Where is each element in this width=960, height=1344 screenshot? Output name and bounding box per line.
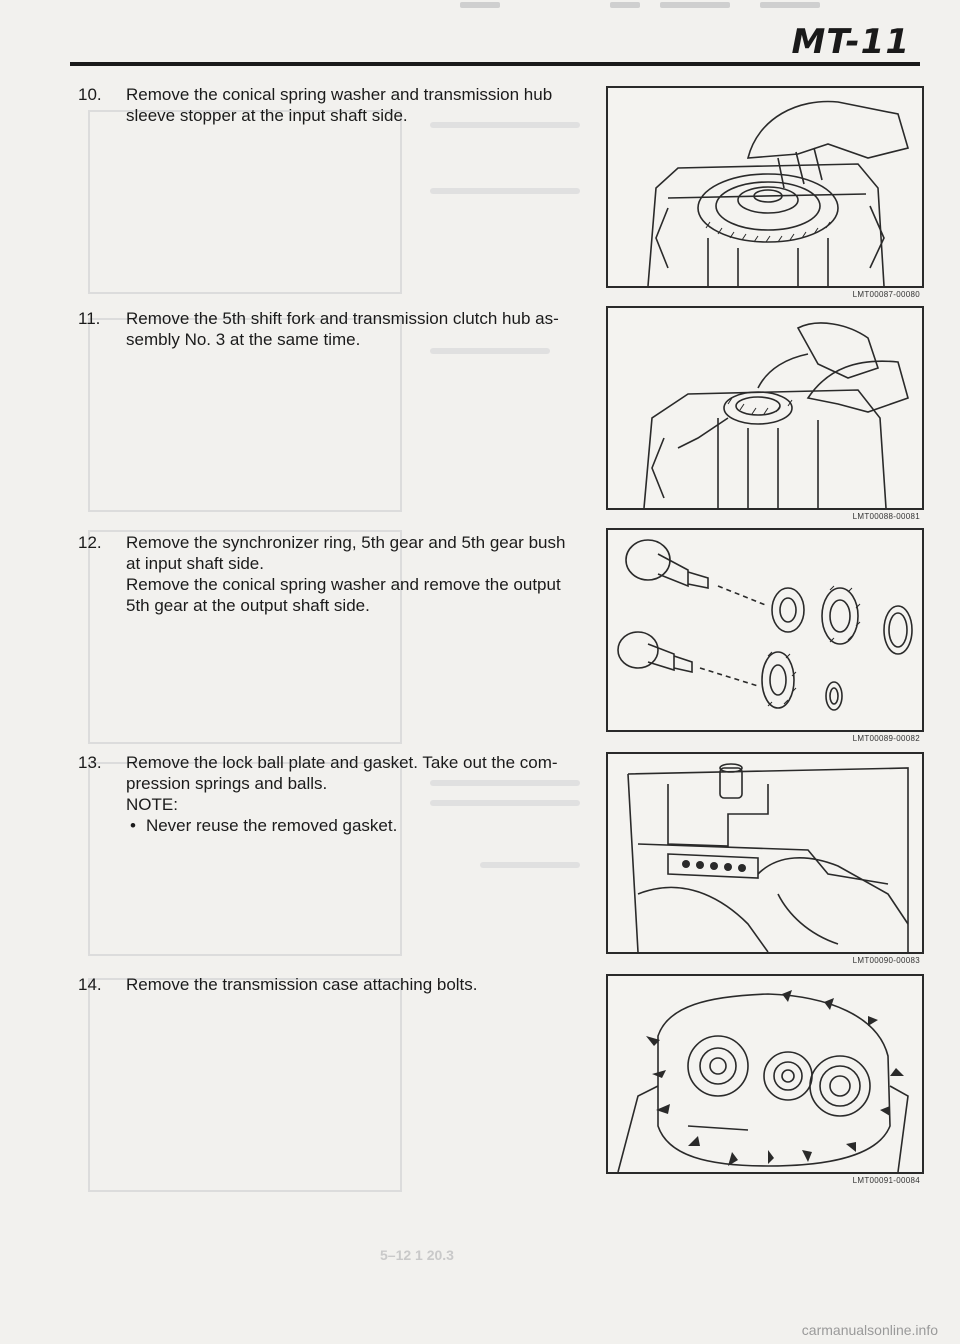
figure-1-hub-sleeve-stopper [606, 86, 924, 288]
page-code: MT-11 [791, 22, 910, 62]
transmission-illustration [608, 308, 922, 508]
step-text-line: pression springs and balls. [126, 774, 328, 793]
note-item: • Never reuse the removed gasket. [126, 815, 558, 836]
step-text-line: Remove the synchronizer ring, 5th gear and 5th gear bush [126, 533, 566, 552]
gear-parts-illustration [608, 530, 922, 730]
bleed-through-footer: 5–12 1 20.3 [380, 1247, 454, 1263]
step-number: 10. [78, 85, 102, 104]
transmission-illustration [608, 88, 922, 286]
step-text-line: Remove the conical spring washer and remove the output [126, 575, 561, 594]
figure-2-shift-fork [606, 306, 924, 510]
step-text-line: Remove the 5th shift fork and transmission clutch hub as- [126, 309, 559, 328]
figure-code: LMT00090-00083 [852, 956, 920, 965]
transmission-case-illustration [608, 976, 922, 1172]
figure-code: LMT00091-00084 [852, 1176, 920, 1185]
note-label: NOTE: [126, 795, 178, 814]
figure-code: LMT00087-00080 [852, 290, 920, 299]
figure-code: LMT00088-00081 [852, 512, 920, 521]
step-text-line: Remove the lock ball plate and gasket. Take out the com- [126, 753, 558, 772]
bleed-through-text [480, 862, 580, 868]
step-text-line: 5th gear at the output shaft side. [126, 596, 370, 615]
step-number: 11. [78, 309, 101, 328]
header-rule [70, 62, 920, 66]
figure-code: LMT00089-00082 [852, 734, 920, 743]
figure-5-case-bolts [606, 974, 924, 1174]
watermark: carmanualsonline.info [801, 1322, 938, 1338]
step-number: 14. [78, 975, 102, 994]
bleed-through-text [430, 188, 580, 194]
step-text-line: Remove the transmission case attaching bolts. [126, 975, 478, 994]
step-number: 12. [78, 533, 102, 552]
figure-3-gears-exploded [606, 528, 924, 732]
step-text-line: at input shaft side. [126, 554, 264, 573]
page-header [0, 0, 960, 70]
figure-4-lock-ball-plate [606, 752, 924, 954]
transmission-illustration [608, 754, 922, 952]
bleed-through-top [460, 0, 840, 12]
bleed-through-figure [88, 110, 402, 294]
step-text-line: sembly No. 3 at the same time. [126, 330, 361, 349]
step-text-line: Remove the conical spring washer and transmission hub [126, 85, 553, 104]
step-number: 13. [78, 753, 102, 772]
step-text-line: sleeve stopper at the input shaft side. [126, 106, 408, 125]
bleed-through-figure [88, 978, 402, 1192]
